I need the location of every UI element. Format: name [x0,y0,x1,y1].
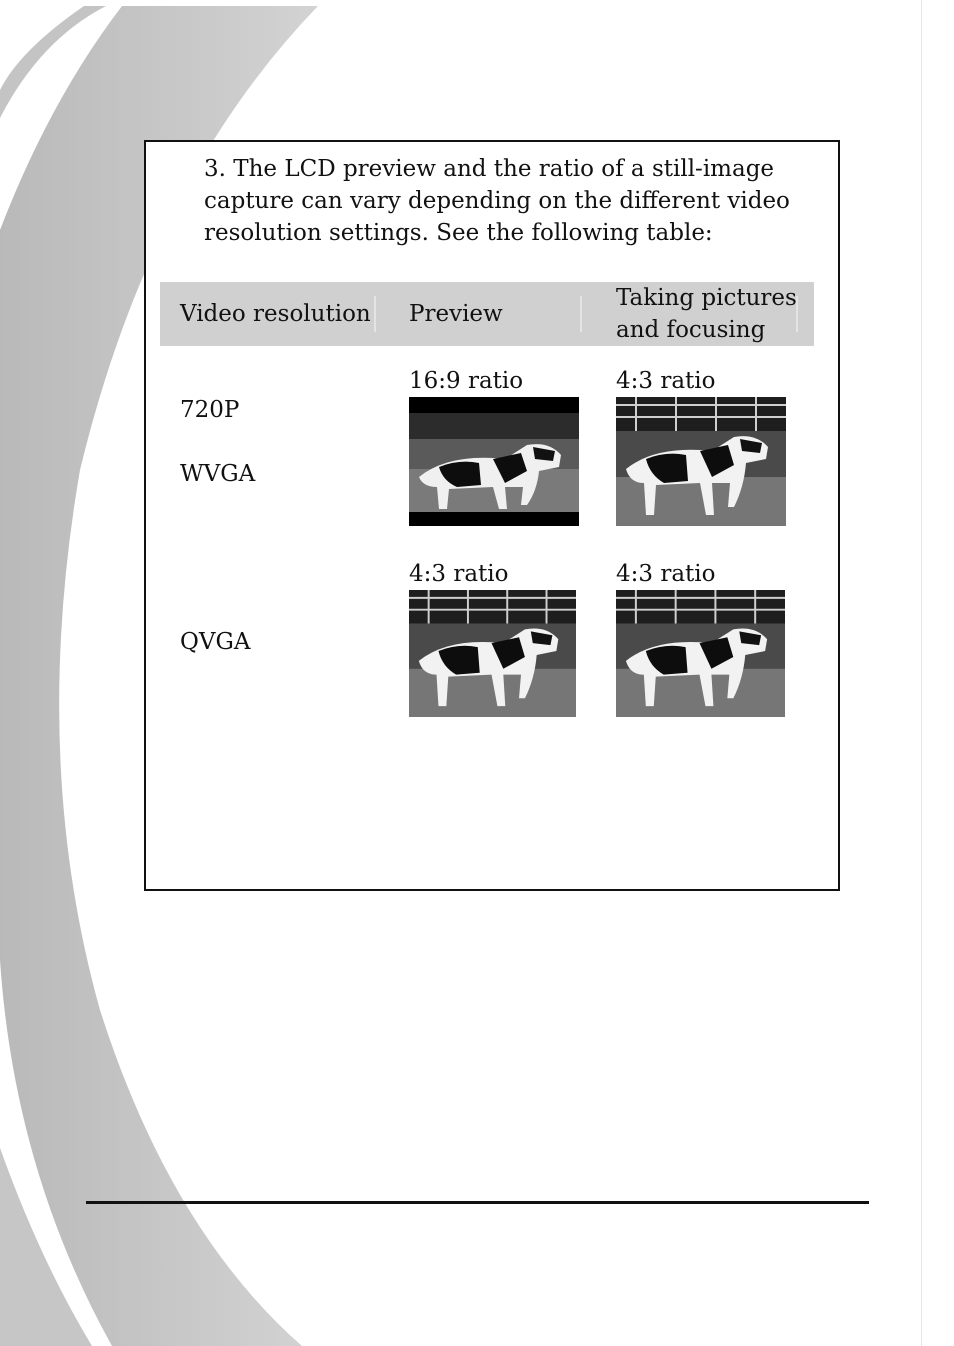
header-preview: Preview [409,301,503,327]
cow-preview-image-16-9 [409,397,579,526]
header-taking-pictures: Taking pictures and focusing [616,285,797,343]
header-separator [374,296,376,332]
header-separator [580,296,582,332]
page-edge-line [921,0,922,1346]
note-text: 3. The LCD preview and the ratio of a still-image capture can vary depending on the different video resolution settings. See the following table: [204,156,790,246]
preview-ratio-label: 4:3 ratio [409,561,509,587]
cow-preview-image-4-3 [409,590,576,717]
cow-capture-image-4-3 [616,590,785,717]
resolution-label-720p: 720P [180,397,240,423]
header-video-resolution: Video resolution [180,301,371,327]
footer-rule [86,1201,869,1204]
capture-ratio-label: 4:3 ratio [616,561,716,587]
resolution-label-wvga: WVGA [180,461,256,487]
resolution-label-qvga: QVGA [180,629,251,655]
cow-capture-image-4-3 [616,397,786,526]
capture-ratio-label: 4:3 ratio [616,368,716,394]
preview-ratio-label: 16:9 ratio [409,368,524,394]
